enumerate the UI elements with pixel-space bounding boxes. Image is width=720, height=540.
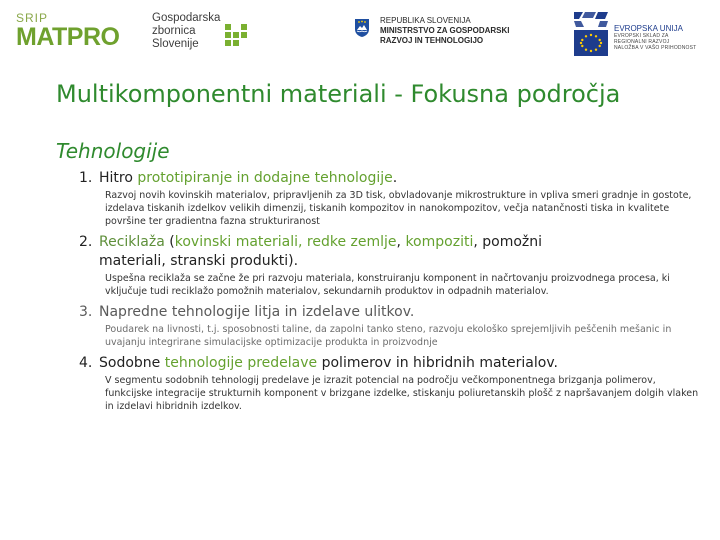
heading-text: Napredne tehnologije litja in izdelave ulitkov.	[99, 304, 415, 320]
gzs-grid-icon	[225, 24, 247, 46]
gzs-logo-text	[152, 12, 220, 51]
list-item-description: Poudarek na livnosti, t.j. sposobnosti taline, da zapolni tanko steno, razvoju ekološko sprejemljivih peščenih mešanic in uvajanju integrirane simulacijske optimizacije produkta in proizvodnje	[105, 324, 672, 348]
eu-emblem-icon	[572, 10, 610, 58]
list-item-heading	[79, 303, 699, 322]
matpro-logo-text: MATPRO	[16, 23, 120, 51]
eu-logo	[572, 10, 696, 58]
eu-sub1: EVROPSKI SKLAD ZA	[614, 33, 669, 39]
list-item-heading	[79, 169, 699, 188]
heading-highlight: kompoziti	[405, 234, 474, 250]
logo-bar	[0, 0, 720, 64]
list-item-heading	[79, 233, 699, 252]
heading-text: .	[392, 170, 398, 186]
srip-logo-small-text: SRIP	[16, 11, 49, 25]
page-title: Multikomponentni materiali - Fokusna področja	[56, 80, 621, 108]
heading-text: polimerov in hibridnih materialov.	[317, 355, 558, 371]
gov-line3: RAZVOJ IN TEHNOLOGIJO	[380, 36, 484, 45]
list-item-description: Razvoj novih kovinskih materialov, pripravljenih za 3D tisk, obvladovanje mikrostrukture in vpliva smeri gradnje in gostote, izdelava tiskanih izdelkov velikih dimenzij, tiskanih kompozitov in nanokompozitov, večja natančnosti tiska in kvalitete površine ter gradientna fazna strukturiranost	[105, 190, 692, 227]
list-item	[79, 233, 699, 298]
heading-highlight: tehnologije predelave	[164, 355, 318, 371]
list-item	[79, 354, 699, 413]
srip-matpro-logo	[16, 12, 119, 50]
heading-highlight: prototipiranje in dodajne tehnologije	[137, 170, 393, 186]
list-item-number: 1.	[79, 170, 93, 186]
heading-text: ,	[396, 234, 406, 250]
slovenia-crest-icon	[354, 18, 370, 38]
heading-highlight: kovinski materiali, redke zemlje	[174, 234, 397, 250]
gov-line1: REPUBLIKA SLOVENIJA	[380, 16, 471, 25]
gzs-line3: Slovenije	[152, 38, 199, 50]
government-logo	[354, 16, 510, 46]
eu-title: EVROPSKA UNIJA	[614, 24, 683, 33]
list-item-number: 4.	[79, 355, 93, 371]
heading-text: Hitro	[99, 170, 138, 186]
list-item	[79, 303, 699, 349]
heading-highlight: Reciklaža	[99, 234, 165, 250]
gzs-logo	[152, 12, 247, 51]
list-item-heading-continued: materiali, stranski produkti).	[99, 253, 299, 269]
section-subtitle: Tehnologije	[56, 139, 170, 163]
list-item-description: Uspešna reciklaža se začne že pri razvoju materiala, konstruiranju komponent in načrtovanju proizvodnega procesa, ki vključuje tudi reciklažo pomožnih materialov, sekundarnih produktov in odpadnih materialov.	[105, 273, 670, 297]
gzs-line1: Gospodarska	[152, 12, 221, 24]
gzs-line2: zbornica	[152, 25, 196, 37]
gov-line2: MINISTRSTVO ZA GOSPODARSKI	[380, 26, 510, 35]
focus-area-list	[79, 169, 699, 418]
list-item-number: 3.	[79, 304, 93, 320]
list-item-number: 2.	[79, 234, 93, 250]
list-item-description: V segmentu sodobnih tehnologij predelave je izrazit potencial na področju večkomponentnega brizganja polimerov, funkcijske integracije strukturnih komponent v brizgane izdelke, stiskanju poliuretanskih plošč z napršavanjem dolgih vlaken in izdelavi hibridnih izdelkov.	[105, 375, 699, 412]
heading-text: (	[164, 234, 175, 250]
heading-text: Sodobne	[99, 355, 165, 371]
eu-logo-text	[614, 24, 696, 51]
list-item-heading	[79, 354, 699, 373]
government-logo-text	[380, 16, 510, 46]
eu-sub2: REGIONALNI RAZVOJ	[614, 39, 670, 45]
list-item	[79, 169, 699, 228]
heading-text: , pomožni	[473, 234, 543, 250]
eu-sub3: NALOŽBA V VAŠO PRIHODNOST	[614, 45, 697, 51]
